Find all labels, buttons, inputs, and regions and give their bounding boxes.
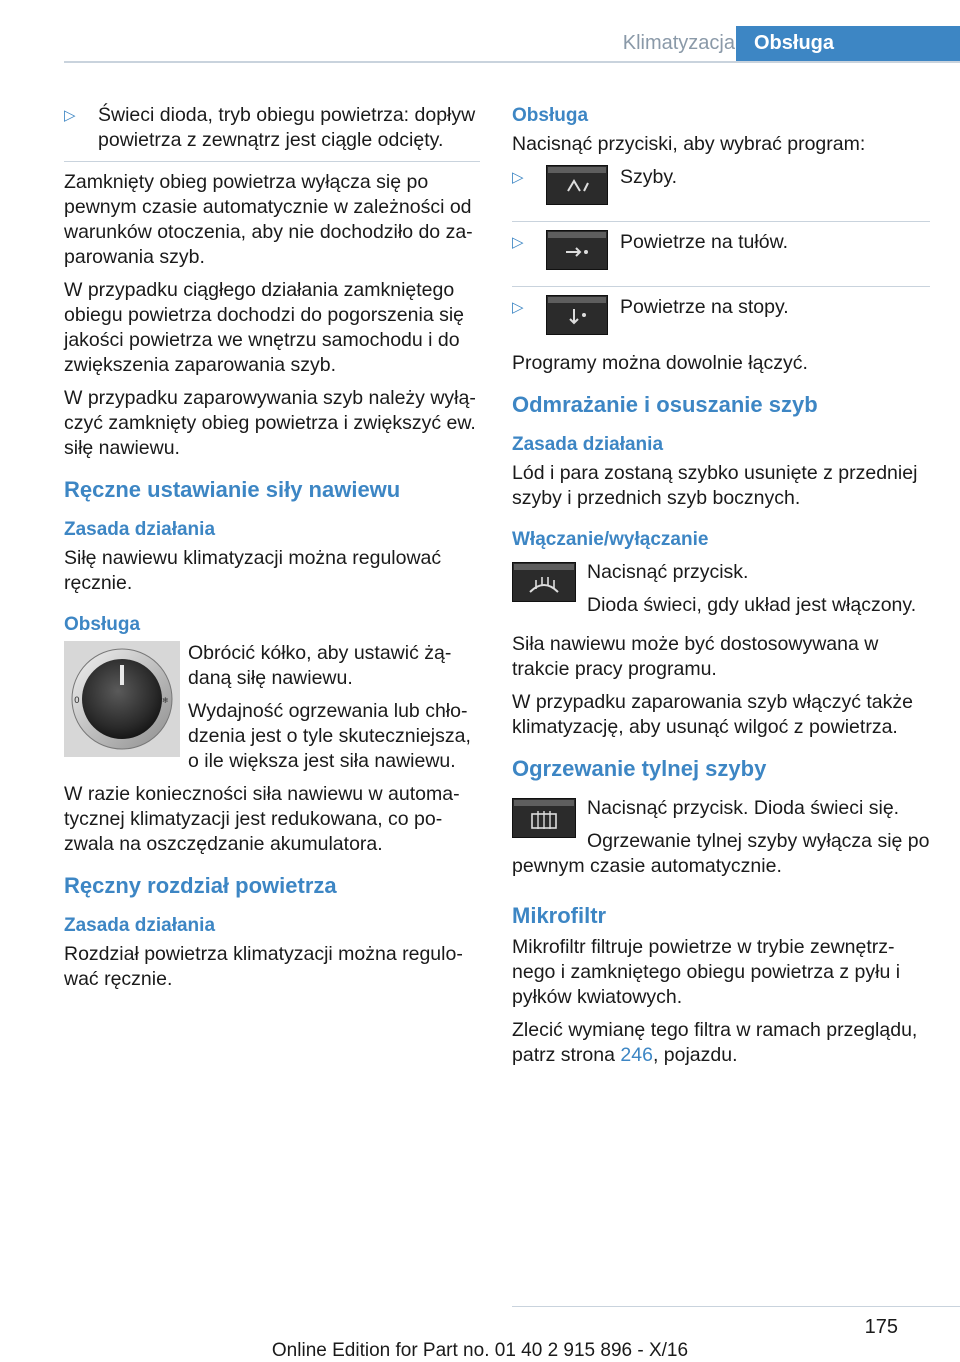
dial-zero-label: 0 [74,696,80,706]
paragraph: Siła nawiewu może być dostosowywana w trakcie pracy programu. [512,633,879,680]
rear-window-heating-button-icon [512,798,576,838]
bullet-triangle-icon: ▷ [512,234,524,251]
subheading-on-off: Włączanie/wyłączanie [512,529,709,550]
heading-manual-distribution: Ręczny rozdział powietrza [64,873,337,898]
fan-dial-knob-icon [64,641,180,757]
page-reference-link[interactable]: 246 [620,1044,653,1066]
subheading-principle: Zasada działania [64,519,216,540]
rear-heating-button-block [512,796,930,879]
paragraph: W razie konieczności siła nawiewu w automatycznej klimatyzacji jest redukowana, co pozwala na oszczędzanie akumulatora. [64,783,460,855]
paragraph: Siłę nawiewu klimatyzacji można regulować ręcznie. [64,547,442,594]
windshield-defrost-button-icon [512,562,576,602]
air-to-windshield-button-icon [546,165,608,205]
paragraph: Zamknięty obieg powietrza wyłącza się po pewnym czasie automatycznie w zależności od warunków otoczenia, aby nie dochodziło do zaparowania szyb. [64,171,473,268]
program-label: Szyby. [620,166,678,188]
footer-edition: Online Edition for Part no. 01 40 2 915 896 - X/16 [271,1340,689,1361]
page-number: 175 [864,1316,898,1338]
program-windshield [512,165,930,211]
defrost-description [587,560,930,618]
paragraph: Rozdział powietrza klimatyzacji można regulować ręcznie. [64,943,463,990]
air-to-footwell-button-icon [546,295,608,335]
fan-dial-block [64,641,480,774]
subheading-operation: Obsługa [512,105,589,126]
bullet-triangle-icon: ▷ [64,107,76,124]
paragraph: Mikrofiltr filtruje powietrze w trybie zewnętrznego i zamkniętego obiegu powietrza z pyłu i pyłków kwiatowych. [512,936,901,1008]
paragraph: Obrócić kółko, aby ustawić żądaną siłę nawiewu. [188,642,452,689]
paragraph-filter-service [512,1018,930,1068]
program-upper-body [512,230,930,276]
paragraph: W przypadku ciągłego działania zamkniętego obiegu powietrza dochodzi do pogorszenia się jakości powietrza we wnętrzu samochodu i do zwiększenia zaparowania szyb. [64,279,465,376]
header-rule [64,61,960,63]
paragraph: Dioda świeci, gdy układ jest włączony. [587,594,917,616]
bullet-recirculation-led [64,103,480,153]
footer-rule [512,1306,960,1307]
paragraph: Lód i para zostaną szybko usunięte z przedniej szyby i przednich szyb bocznych. [512,462,918,509]
header-chapter-tab: Obsługa [736,26,960,61]
program-label: Powietrze na tułów. [620,231,789,253]
right-column [512,103,930,1076]
svg-text:❄: ❄ [162,696,169,705]
paragraph-text: , pojazdu. [652,1044,738,1066]
program-label: Powietrze na stopy. [620,296,789,318]
bullet-triangle-icon: ▷ [512,169,524,186]
header-section-tab: Klimatyzacja [622,32,735,54]
air-to-upper-body-button-icon [546,230,608,270]
heading-microfilter: Mikrofiltr [512,903,607,928]
paragraph: Nacisnąć przycisk. [587,561,749,583]
subheading-principle: Zasada działania [64,915,216,936]
paragraph: Nacisnąć przyciski, aby wybrać program: [512,133,866,155]
subheading-operation: Obsługa [64,614,141,635]
left-column [64,103,480,1000]
divider [512,286,930,287]
bullet-text: Świeci dioda, tryb obiegu powietrza: dopływ powietrza z zewnątrz jest ciągle odcięty. [98,104,476,151]
rear-heating-auto-off: Ogrzewanie tylnej szyby wyłącza się po pewnym czasie automatycznie. [512,830,930,877]
heading-defrost: Odmrażanie i osuszanie szyb [512,392,818,417]
heading-rear-window-heating: Ogrzewanie tylnej szyby [512,756,767,781]
paragraph: W przypadku zaparowywania szyb należy wyłączyć zamknięty obieg powietrza i zwiększyć ew. siłę nawiewu. [64,387,476,459]
paragraph: W przypadku zaparowania szyb włączyć także klimatyzację, aby usunąć wilgoć z powietrza. [512,691,913,738]
subheading-principle: Zasada działania [512,434,664,455]
paragraph-text: Zlecić wymianę tego filtra w ramach przeglądu, patrz strona [512,1019,918,1066]
heading-manual-fan: Ręczne ustawianie siły nawiewu [64,477,401,502]
divider [512,221,930,222]
paragraph: Programy można dowolnie łączyć. [512,352,808,374]
paragraph: Nacisnąć przycisk. Dioda świeci się. [587,797,900,819]
paragraph: Wydajność ogrzewania lub chłodzenia jest o tyle skuteczniejsza, o ile większa jest siła nawiewu. [188,700,471,772]
divider [64,161,480,162]
defrost-button-block [512,560,930,618]
rear-heating-description [587,796,930,821]
bullet-triangle-icon: ▷ [512,299,524,316]
program-footwell [512,295,930,341]
dial-description [188,641,480,774]
